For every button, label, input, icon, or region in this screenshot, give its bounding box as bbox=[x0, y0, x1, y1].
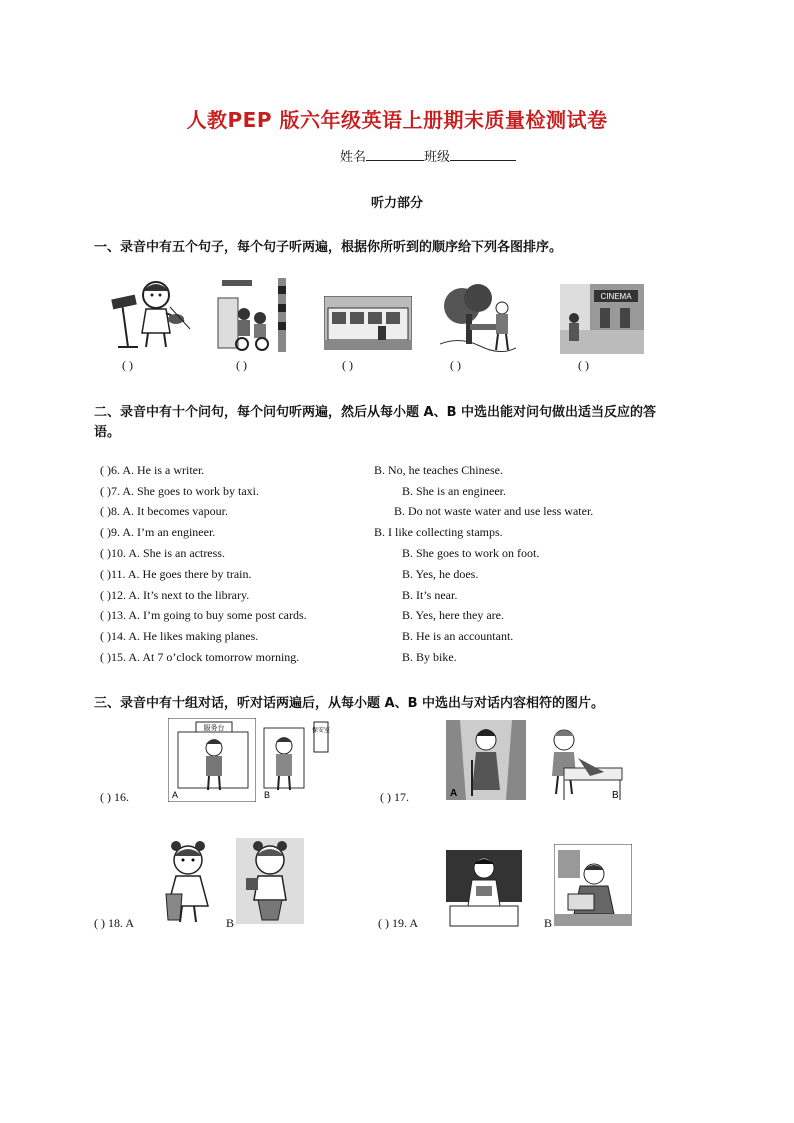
question-stem: ( )12. A. It’s next to the library. bbox=[100, 588, 250, 602]
option-b: B. It’s near. bbox=[402, 588, 458, 602]
section1-heading: 一、录音中有五个句子，每个句子听两遍，根据你所听到的顺序给下列各图排序。 bbox=[94, 240, 563, 255]
answer-paren-2[interactable]: ( ) bbox=[236, 358, 247, 372]
question-stem: ( )13. A. I’m going to buy some post cards. bbox=[100, 608, 307, 622]
answer-paren-1[interactable]: ( ) bbox=[122, 358, 133, 372]
violin-girl-picture bbox=[108, 275, 192, 353]
part-heading: 听力部分 bbox=[370, 196, 423, 211]
option-b: B. Yes, he does. bbox=[402, 567, 479, 581]
q16-sign-a: 服务台 bbox=[203, 725, 225, 732]
question-stem: ( )9. A. I’m an engineer. bbox=[100, 525, 216, 539]
label-a: A bbox=[172, 790, 179, 800]
label-b: B bbox=[612, 790, 619, 801]
question-19: ( ) 19. A bbox=[378, 916, 418, 930]
q17-picture-a bbox=[446, 720, 526, 800]
name-class-line bbox=[340, 146, 516, 165]
option-b: B. I like collecting stamps. bbox=[374, 525, 503, 539]
option-b: B. By bike. bbox=[402, 650, 457, 664]
answer-paren-3[interactable]: ( ) bbox=[342, 358, 353, 372]
question-stem: ( )7. A. She goes to work by taxi. bbox=[100, 484, 259, 498]
name-label: 姓名 bbox=[340, 150, 367, 165]
class-label: 班级 bbox=[424, 150, 451, 165]
section3-heading: 三、录音中有十组对话，听对话两遍后，从每小题 A、B 中选出与对话内容相符的图片。 bbox=[94, 696, 605, 711]
section2-heading-line2: 语。 bbox=[94, 425, 121, 440]
park-picture bbox=[440, 284, 516, 352]
question-18: ( ) 18. A bbox=[94, 916, 134, 930]
question-stem: ( )14. A. He likes making planes. bbox=[100, 629, 259, 643]
q18-picture-b bbox=[236, 838, 304, 924]
question-stem: ( )11. A. He goes there by train. bbox=[100, 567, 252, 581]
q19-picture-b bbox=[554, 844, 632, 926]
label-a: A bbox=[450, 788, 458, 799]
q19-picture-a bbox=[444, 846, 524, 928]
label-b: B bbox=[264, 790, 271, 800]
q16-picture-a bbox=[168, 718, 256, 802]
name-blank[interactable] bbox=[366, 147, 424, 161]
question-17: ( ) 17. bbox=[380, 790, 409, 804]
bus-picture bbox=[324, 296, 412, 350]
q18-label-b: B bbox=[226, 916, 235, 930]
question-16: ( ) 16. bbox=[100, 790, 129, 804]
option-b: B. He is an accountant. bbox=[402, 629, 514, 643]
class-blank[interactable] bbox=[450, 147, 516, 161]
q19-label-b: B bbox=[544, 916, 553, 930]
question-stem: ( )6. A. He is a writer. bbox=[100, 463, 205, 477]
answer-paren-4[interactable]: ( ) bbox=[450, 358, 461, 372]
answer-paren-5[interactable]: ( ) bbox=[578, 358, 589, 372]
question-stem: ( )10. A. She is an actress. bbox=[100, 546, 225, 560]
option-b: B. She goes to work on foot. bbox=[402, 546, 540, 560]
option-b: B. No, he teaches Chinese. bbox=[374, 463, 503, 477]
option-b: B. She is an engineer. bbox=[402, 484, 506, 498]
page-title: 人教PEP 版六年级英语上册期末质量检测试卷 bbox=[186, 108, 608, 132]
question-stem: ( )8. A. It becomes vapour. bbox=[100, 504, 228, 518]
q18-picture-a bbox=[158, 838, 216, 924]
question-stem: ( )15. A. At 7 o’clock tomorrow morning. bbox=[100, 650, 300, 664]
kids-crossing-picture bbox=[216, 278, 288, 352]
q16-picture-b bbox=[260, 718, 348, 802]
cinema-picture bbox=[560, 284, 644, 354]
q17-picture-b bbox=[534, 722, 626, 802]
cinema-sign: CINEMA bbox=[600, 292, 632, 301]
option-b: B. Do not waste water and use less water. bbox=[394, 504, 594, 518]
option-b: B. Yes, here they are. bbox=[402, 608, 504, 622]
section2-heading-line1: 二、录音中有十个问句，每个问句听两遍，然后从每小题 A、B 中选出能对问句做出适当反应的答 bbox=[94, 405, 657, 420]
q16-sign-b: 保安室 bbox=[311, 728, 331, 734]
